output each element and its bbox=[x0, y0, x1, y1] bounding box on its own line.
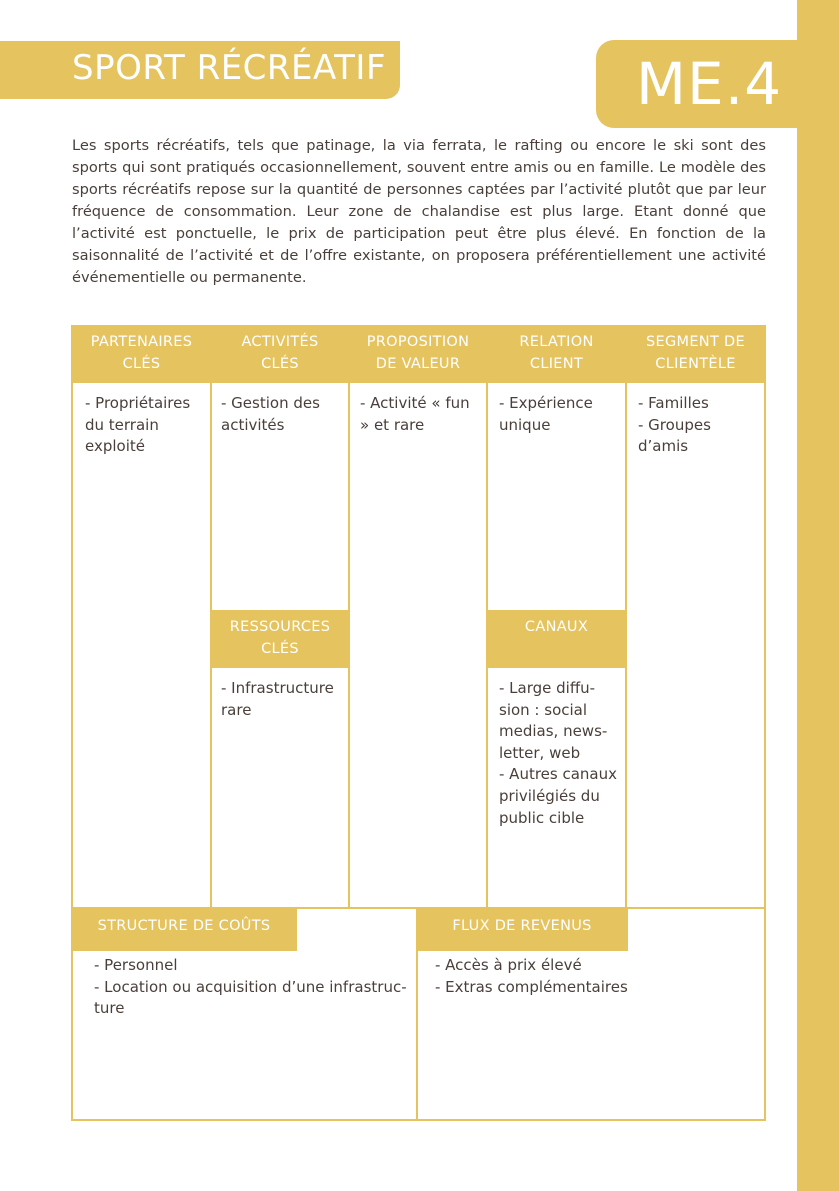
revenus-body bbox=[435, 955, 755, 998]
list-item: - Large diffu- sion : social medias, news- letter, web bbox=[499, 679, 608, 762]
list-item: - Propriétaires du terrain exploité bbox=[85, 394, 191, 456]
segment-header: SEGMENT DE CLIENTÈLE bbox=[625, 325, 766, 383]
segment-body bbox=[638, 393, 763, 458]
list-item: - Autres canaux privilégiés du public cible bbox=[499, 765, 618, 827]
list-item: - Familles bbox=[638, 394, 709, 412]
canaux-body bbox=[499, 678, 624, 829]
relation-body bbox=[499, 393, 624, 436]
section-code: ME.4 bbox=[636, 50, 783, 118]
proposition-header: PROPOSITION DE VALEUR bbox=[348, 325, 488, 383]
side-bar bbox=[797, 0, 839, 1191]
list-item: - Accès à prix élevé bbox=[435, 956, 582, 974]
partenaires-header: PARTENAIRES CLÉS bbox=[71, 325, 212, 383]
partenaires-body bbox=[85, 393, 207, 458]
activites-body bbox=[221, 393, 346, 436]
list-item: - Groupes d’amis bbox=[638, 415, 711, 456]
ressources-body bbox=[221, 678, 346, 721]
title-banner bbox=[0, 41, 400, 99]
list-item: - Expérience unique bbox=[499, 394, 593, 434]
list-item: - Location ou acquisition d’une infrastruc- ture bbox=[94, 977, 407, 1018]
canaux-header: CANAUX bbox=[486, 610, 627, 668]
list-item: - Infrastructure rare bbox=[221, 679, 334, 719]
business-model-canvas bbox=[71, 325, 766, 1121]
couts-header: STRUCTURE DE COÛTS bbox=[71, 907, 297, 951]
list-item: - Gestion des activités bbox=[221, 394, 320, 434]
list-item: - Personnel bbox=[94, 956, 178, 974]
revenus-header: FLUX DE REVENUS bbox=[416, 907, 628, 951]
intro-paragraph: Les sports récréatifs, tels que patinage, la via ferrata, le rafting ou encore le ski sont des sports qui sont pratiqués occasionnellement, souvent entre amis ou en famille. Le modèle des sports récréatifs repose sur la quantité de personnes captées par l’activité plutôt que par leur fréquence de consommation. Leur zone de chalandise est plus large. Etant donné que l’activité est ponctuelle, le prix de participation peut être plus élevé. En fonction de la saisonnalité de l’activité et de l’offre existante, on proposera préférentiellement une activité événementielle ou permanente. bbox=[72, 137, 766, 286]
couts-body bbox=[94, 955, 414, 1020]
activites-header: ACTIVITÉS CLÉS bbox=[210, 325, 350, 383]
page-title: SPORT RÉCRÉATIF bbox=[72, 48, 386, 88]
list-item: - Extras complémentaires bbox=[435, 977, 628, 996]
relation-header: RELATION CLIENT bbox=[486, 325, 627, 383]
proposition-body bbox=[360, 393, 485, 436]
ressources-header: RESSOURCES CLÉS bbox=[210, 610, 350, 668]
list-item: - Activité « fun » et rare bbox=[360, 394, 470, 434]
code-banner bbox=[596, 40, 797, 128]
